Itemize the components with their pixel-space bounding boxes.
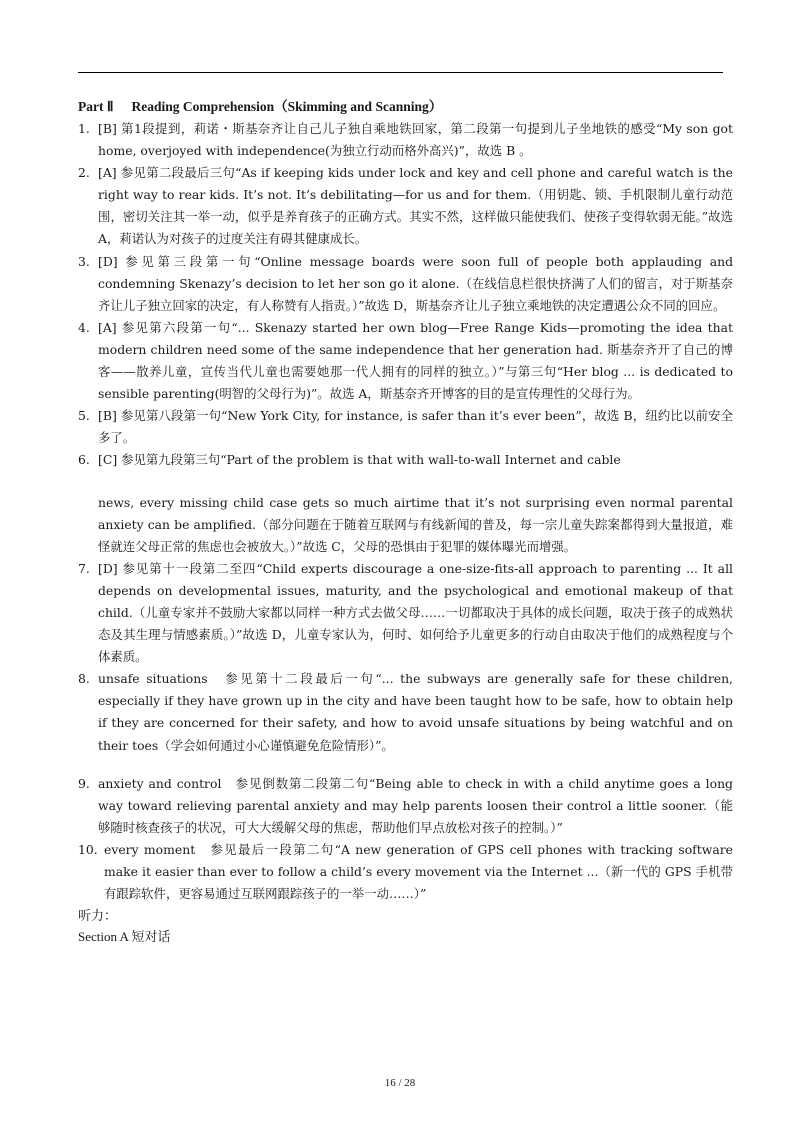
answer-item-7	[78, 558, 733, 668]
page-gap	[78, 757, 733, 773]
item-number: 5.	[78, 408, 90, 424]
item-number: 8.	[78, 671, 90, 687]
header-rule	[78, 72, 723, 73]
part-heading	[78, 95, 728, 115]
item-number: 7.	[78, 560, 90, 576]
section-label: Section A 短对话	[78, 929, 171, 945]
page-gap	[78, 472, 733, 492]
part-label: Part Ⅱ	[78, 99, 114, 114]
item-text: [A] 参见第二段最后三句“As if keeping kids under lock and key and cell phone and careful watch is the right way to rear kids. It’s not. It’s debilitating—for us and for them.（用钥匙、锁、手机限制儿童行动范围，密切关注其一举一动，似乎是养育孩子的正确方式。其实不然，这样做只能使我们、使孩子变得软弱无能。”故选 A，莉诺认为对孩子的过度关注有碍其健康成长。	[98, 165, 733, 247]
item-text: every moment 参见最后一段第二句“A new generation of GPS cell phones with tracking software make it easier than ever to follow a child’s every movement via the Internet ...（新一代的 GPS 手机带有跟踪软件，更容易通过互联网跟踪孩子的一举一动……）”	[104, 841, 733, 902]
item-text: unsafe situations 参见第十二段最后一句“... the subways are generally safe for these children, especially if they have grown up in the city and have been taught how to be safe, how to obtain help if they are concerned for their safety, and how to avoid unsafe situations by being watchful and on their toes（学会如何通过小心谨慎避免危险情形）”。	[98, 671, 733, 753]
page-number: 16 / 28	[384, 1077, 416, 1089]
item-number: 10.	[78, 841, 98, 857]
answer-item-1	[78, 118, 733, 162]
item-number: 4.	[78, 319, 90, 335]
item-number: 3.	[78, 253, 90, 269]
listening-label: 听力：	[78, 908, 118, 924]
answer-item-3	[78, 251, 733, 317]
part-title: Reading Comprehension（Skimming and Scanning）	[131, 99, 443, 114]
item-text: [B] 参见第八段第一句“New York City, for instance, is safer than it’s ever been”，故选 B，纽约比以前安全多了。	[98, 408, 733, 446]
answer-item-10	[78, 839, 733, 905]
answer-explanations	[78, 118, 733, 947]
item-text: news, every missing child case gets so much airtime that it’s not surprising even normal parental anxiety can be amplified.（部分问题在于随着互联网与有线新闻的普及，每一宗儿童失踪案都得到大量报道，难怪就连父母正常的焦虑也会被放大。）”故选 C，父母的恐惧由于犯罪的媒体曝光而增强。	[98, 494, 733, 554]
item-number: 9.	[78, 775, 90, 791]
item-number: 1.	[78, 121, 90, 136]
item-number: 2.	[78, 165, 90, 181]
answer-item-9	[78, 773, 733, 839]
item-text: [C] 参见第九段第三句“Part of the problem is that with wall-to-wall Internet and cable	[98, 452, 621, 468]
answer-item-8	[78, 668, 733, 756]
item-number: 6.	[78, 452, 90, 468]
answer-item-2	[78, 162, 733, 250]
item-text: [A] 参见第六段第一句“... Skenazy started her own blog—Free Range Kids—promoting the idea that modern children need some of the same independence that her generation had. 斯基奈齐开了自己的博客——散养儿童，宣传当代儿童也需要她那一代人拥有的同样的独立。）”与第三句“Her blog ... is dedicated to sensible parenting(明智的父母行为)”。故选 A，斯基奈齐开博客的目的是宣传理性的父母行为。	[98, 319, 733, 402]
item-text: [D] 参见第十一段第二至四“Child experts discourage a one-size-fits-all approach to parenting ... It all depends on developmental issues, maturity, and the psychological and emotional makeup of that child.（儿童专家并不鼓励大家都以同样一种方式去做父母……一切都取决于具体的成长问题，取决于孩子的成熟状态及其生理与情感素质。）”故选 D，儿童专家认为，何时、如何给予儿童更多的行动自由取决于他们的成熟程度与个体素质。	[98, 560, 733, 665]
item-text: [D] 参见第三段第一句“Online message boards were soon full of people both applauding and condemning Skenazy’s decision to let her son go it alone.（在线信息栏很快挤满了人们的留言，对于斯基奈齐让儿子独立回家的决定，有人称赞有人指责。）”故选 D，斯基奈齐让儿子独立乘地铁的决定遭遇公众不同的回应。	[98, 253, 733, 313]
answer-item-4	[78, 317, 733, 405]
answer-item-5	[78, 405, 733, 449]
answer-item-6	[78, 449, 733, 471]
item-text: [B] 第1段提到，莉诺・斯基奈齐让自己儿子独自乘地铁回家，第二段第一句提到儿子坐地铁的感受“My son got home, overjoyed with independence(为独立行动而格外高兴)”，故选 B 。	[98, 121, 733, 159]
answer-item-6-continued	[78, 492, 733, 558]
item-text: anxiety and control 参见倒数第二段第二句“Being able to check in with a child anytime goes a long way toward relieving parental anxiety and may help parents loosen their control a little sooner.（能够随时核查孩子的状况，可大大缓解父母的焦虑，帮助他们早点放松对孩子的控制。）”	[98, 775, 733, 835]
